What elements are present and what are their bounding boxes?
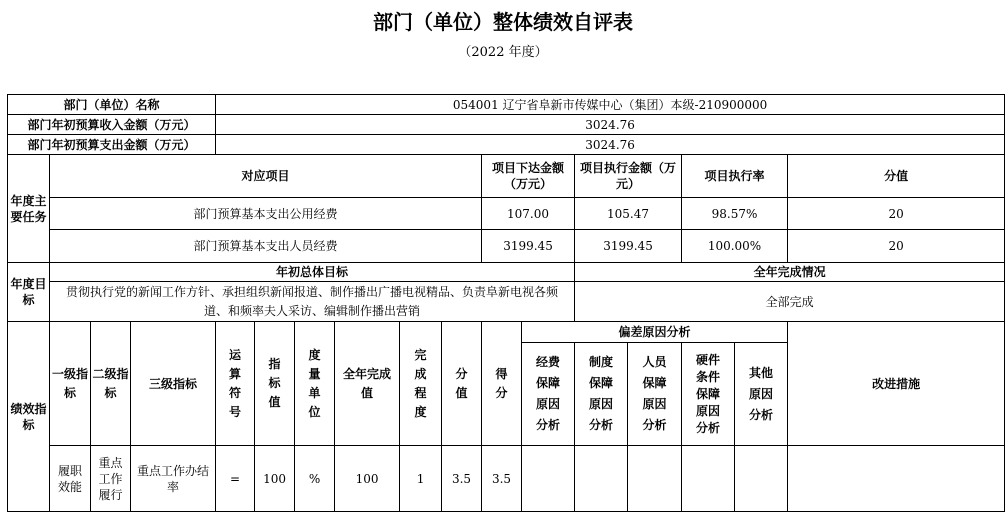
task-score-value: 20 [788,230,1005,263]
ind-level3: 重点工作办结率 [131,446,216,512]
indicators-section-label: 绩效指标 [8,322,50,512]
task-executed: 3199.45 [575,230,682,263]
expense-value: 3024.76 [216,135,1005,155]
ind-personnel [628,446,682,512]
goals-completion-header: 全年完成情况 [575,263,1005,282]
task-issued: 107.00 [482,198,575,230]
task-item: 部门预算基本支出公用经费 [50,198,482,230]
indicators-deviation-row [8,322,1005,343]
ind-funding [522,446,575,512]
task-rate: 98.57% [682,198,788,230]
ind-header-completion: 完成程度 [400,322,442,446]
tasks-header-executed: 项目执行金额（万元） [575,155,682,198]
dept-row [8,95,1005,115]
ind-header-score: 得分 [482,322,522,446]
ind-level1: 履职效能 [50,446,91,512]
tasks-section-label: 年度主要任务 [8,155,50,263]
ind-unit: % [295,446,335,512]
goals-header-row [8,263,1005,282]
ind-score-value: 3.5 [442,446,482,512]
ind-header-improve: 改进措施 [788,322,1005,446]
evaluation-table [7,94,1005,512]
ind-header-level1: 一级指标 [50,322,91,446]
dept-label: 部门（单位）名称 [8,95,216,115]
task-executed: 105.47 [575,198,682,230]
task-rate: 100.00% [682,230,788,263]
ind-header-level2: 二级指标 [91,322,131,446]
tasks-header-rate: 项目执行率 [682,155,788,198]
ind-header-deviation: 偏差原因分析 [522,322,788,343]
ind-operator: = [216,446,255,512]
ind-header-operator: 运算符号 [216,322,255,446]
income-row [8,115,1005,135]
goals-completion-text: 全部完成 [575,282,1005,322]
ind-target: 100 [255,446,295,512]
ind-header-system: 制度保障原因分析 [575,343,628,446]
goals-initial-text: 贯彻执行党的新闻工作方针、承担组织新闻报道、制作播出广播电视精品、负责阜新电视各频道、和频率夫人采访、编辑制作播出营销 [50,282,575,322]
ind-improve [788,446,1005,512]
income-label: 部门年初预算收入金额（万元） [8,115,216,135]
ind-header-hardware: 硬件条件保障原因分析 [682,343,735,446]
task-score-value: 20 [788,198,1005,230]
task-issued: 3199.45 [482,230,575,263]
ind-header-level3: 三级指标 [131,322,216,446]
tasks-header-score-value: 分值 [788,155,1005,198]
ind-header-score-value: 分值 [442,322,482,446]
expense-label: 部门年初预算支出金额（万元） [8,135,216,155]
income-value: 3024.76 [216,115,1005,135]
expense-row [8,135,1005,155]
ind-score: 3.5 [482,446,522,512]
task-item: 部门预算基本支出人员经费 [50,230,482,263]
indicator-row [8,446,1005,512]
ind-header-target: 指标值 [255,322,295,446]
dept-value: 054001 辽宁省阜新市传媒中心（集团）本级-210900000 [216,95,1005,115]
task-row [8,230,1005,263]
ind-header-funding: 经费保障原因分析 [522,343,575,446]
page-title: 部门（单位）整体绩效自评表 [373,10,633,34]
ind-header-personnel: 人员保障原因分析 [628,343,682,446]
ind-annual: 100 [335,446,400,512]
ind-hardware [682,446,735,512]
goals-section-label: 年度目标 [8,263,50,322]
task-row [8,198,1005,230]
goals-content-row [8,282,1005,322]
ind-other [735,446,788,512]
ind-header-other: 其他原因分析 [735,343,788,446]
tasks-header-item: 对应项目 [50,155,482,198]
ind-system [575,446,628,512]
tasks-header-row [8,155,1005,198]
page-subtitle: （2022 年度） [458,45,548,60]
goals-initial-header: 年初总体目标 [50,263,575,282]
ind-header-annual: 全年完成值 [335,322,400,446]
ind-header-unit: 度量单位 [295,322,335,446]
tasks-header-issued: 项目下达金额（万元） [482,155,575,198]
ind-level2: 重点工作履行 [91,446,131,512]
ind-completion: 1 [400,446,442,512]
